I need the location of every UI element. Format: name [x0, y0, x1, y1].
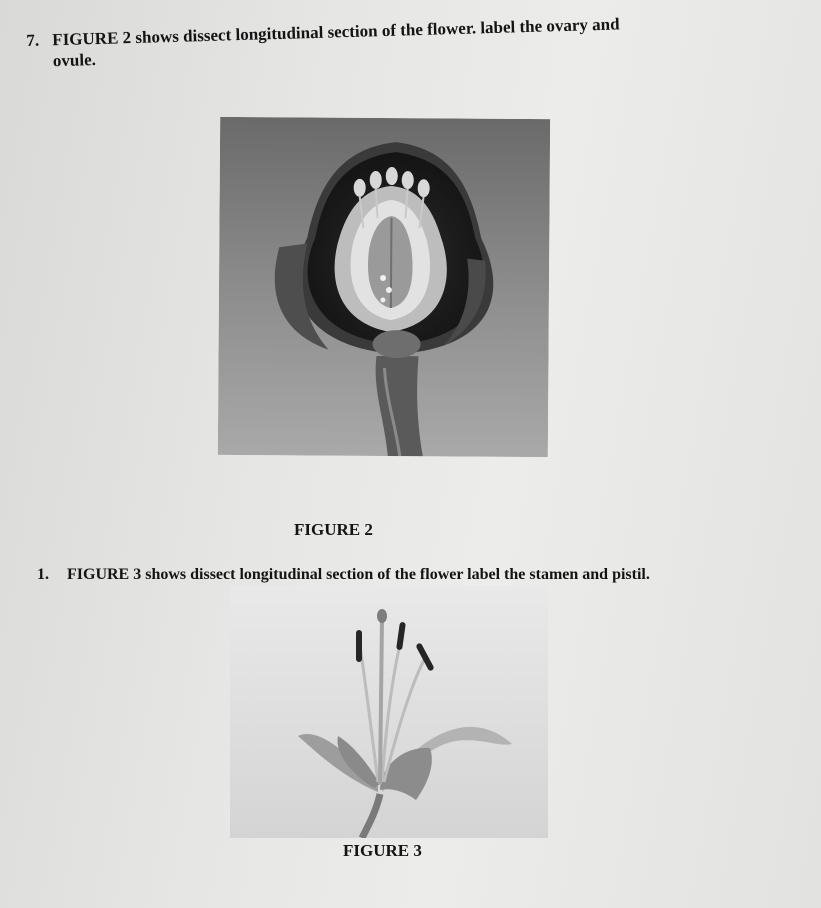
question-text-continuation: ovule. — [52, 50, 97, 71]
question-number: 7. — [26, 30, 40, 50]
question-text: FIGURE 3 shows dissect longitudinal section of the flower label the stamen and pistil. — [67, 566, 650, 583]
figure-2-caption: FIGURE 2 — [294, 520, 373, 539]
figure-3-caption: FIGURE 3 — [343, 841, 422, 860]
question-1 — [37, 564, 737, 585]
question-7 — [26, 12, 667, 72]
question-text: FIGURE 2 shows dissect longitudinal section of the flower. label the ovary and — [52, 14, 620, 50]
question-number: 1. — [37, 566, 49, 583]
figure-3-flower-photo — [230, 586, 548, 838]
figure-2-flower-section-photo — [218, 117, 550, 457]
